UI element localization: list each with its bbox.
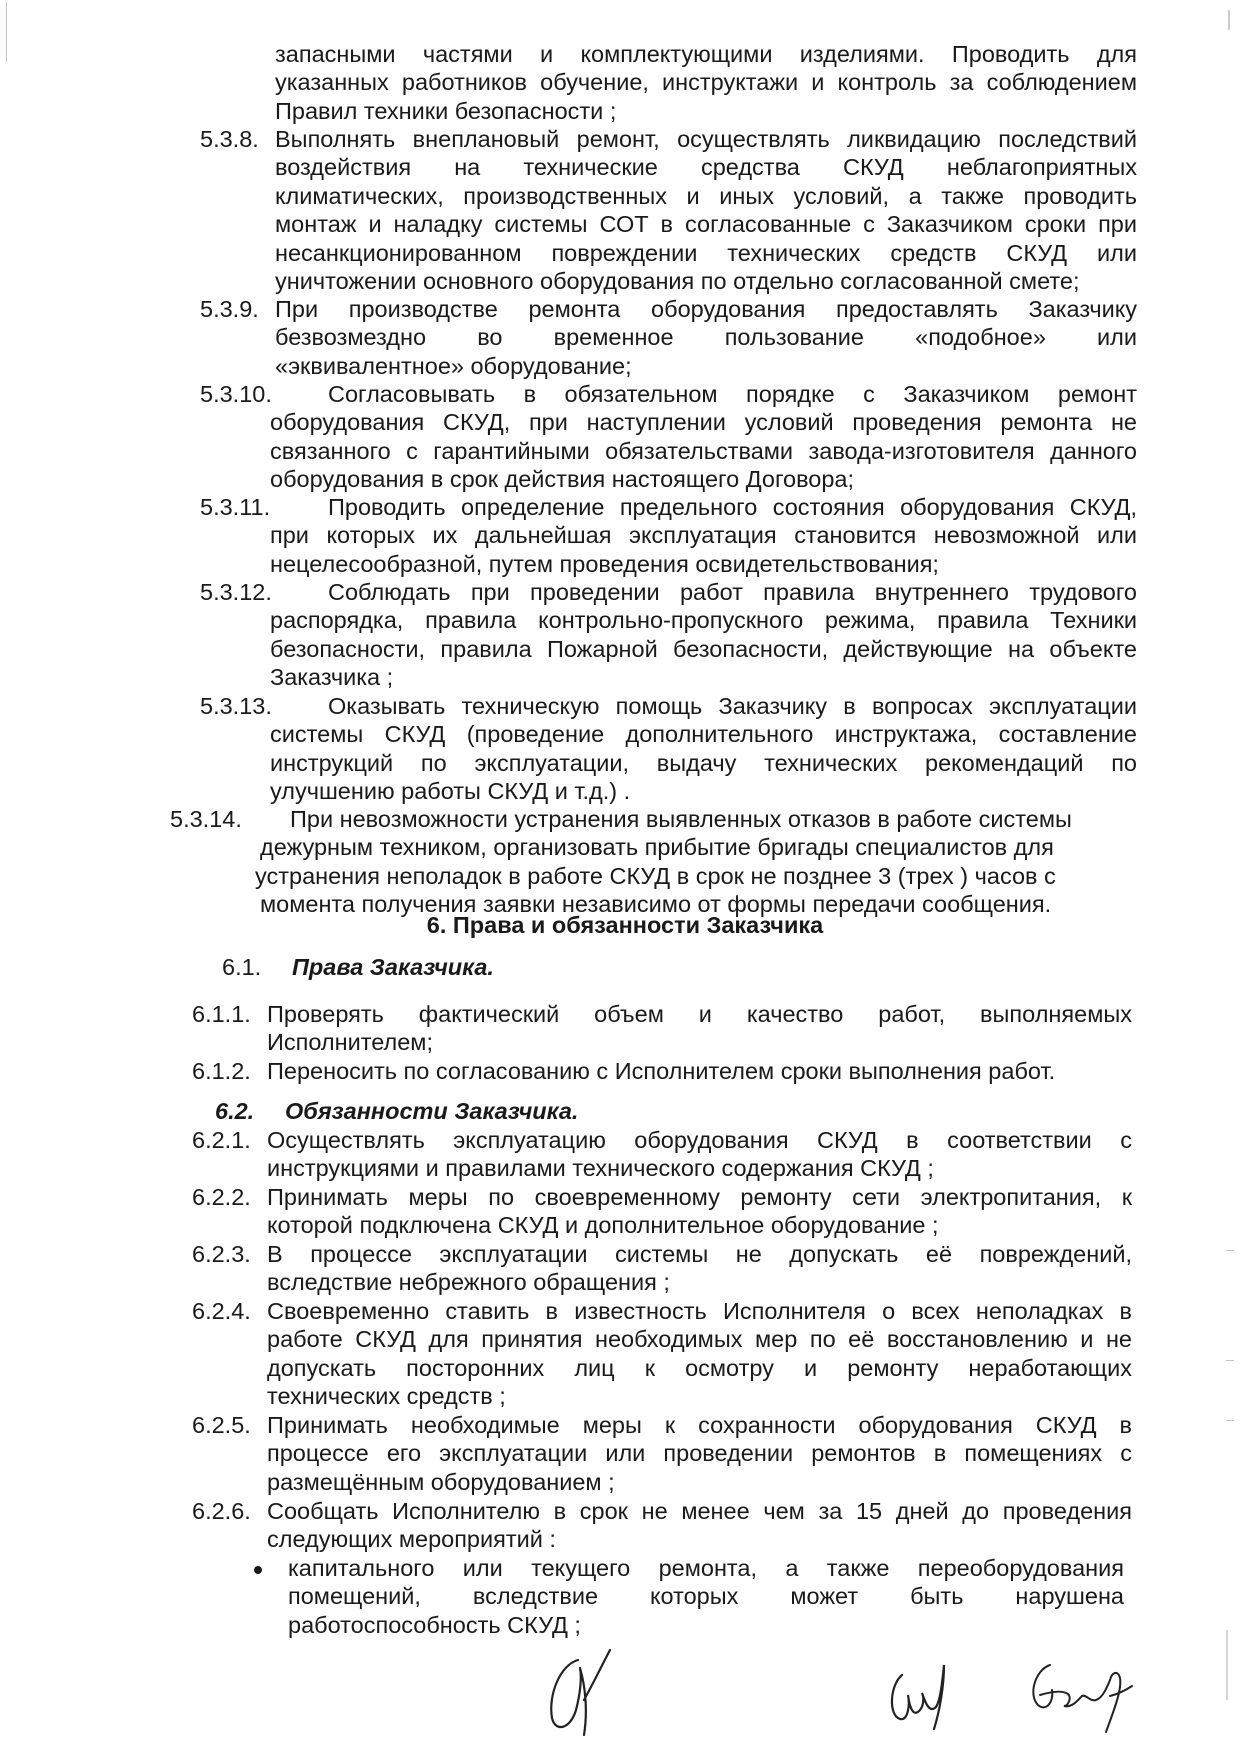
clause-5-3-13 — [200, 692, 1137, 806]
clause-5-3-14 — [170, 805, 1115, 919]
text-line: Осуществлять эксплуатацию оборудования СКУД в соответствии с — [267, 1127, 1132, 1153]
text-line: При невозможности устранения выявленных отказов в работе системы — [290, 806, 1072, 832]
clause-number: 5.3.9. — [200, 296, 259, 322]
text-line: Принимать необходимые меры к сохранности оборудования СКУД в — [267, 1412, 1132, 1438]
clause-6-2-1 — [192, 1126, 1132, 1183]
clause-5-3-9 — [200, 295, 1137, 380]
text-line: улучшению работы СКУД и т.д.) . — [270, 778, 631, 805]
text-line: Проводить определение предельного состояния оборудования СКУД, — [328, 494, 1137, 520]
section-heading: 6. Права и обязанности Заказчика — [426, 912, 824, 938]
clause-number: 5.3.13. — [200, 693, 272, 719]
subsection-title: Права Заказчика. — [292, 954, 494, 980]
text-line: Оказывать техническую помощь Заказчику в вопросах эксплуатации — [328, 693, 1137, 719]
clause-6-1-1 — [192, 1000, 1132, 1057]
text-line: Правил техники безопасности ; — [275, 97, 617, 124]
text-line: следующих мероприятий : — [267, 1526, 556, 1553]
clause-6-2-6 — [192, 1497, 1132, 1554]
text-line: распорядка, правила контрольно-пропускного режима, правила Техники — [270, 607, 1137, 634]
bullet-marker — [254, 1566, 262, 1574]
bullet-item — [288, 1554, 1124, 1639]
text-line: воздействия на технические средства СКУД неблагоприятных — [275, 154, 1137, 181]
subsection-title: Обязанности Заказчика. — [285, 1098, 579, 1124]
text-line: системы СКУД (проведение дополнительного инструктажа, составление — [270, 721, 1137, 748]
clause-text — [275, 125, 1137, 295]
signature-left — [540, 1640, 620, 1740]
clause-6-2-4 — [192, 1297, 1132, 1411]
text-line: связанного с гарантийными обязательствами завода-изготовителя данного — [270, 437, 1137, 464]
clause-text — [267, 1057, 1137, 1085]
clause-number: 5.3.11. — [200, 494, 271, 520]
clause-number: 6.2.1. — [192, 1127, 251, 1153]
scan-mark — [1228, 10, 1230, 30]
text-line: Сообщать Исполнителю в срок не менее чем за 15 дней до проведения — [267, 1498, 1132, 1524]
text-line: капитального или текущего ремонта, а также переоборудования — [288, 1555, 1124, 1581]
text-line: Исполнителем; — [267, 1029, 433, 1056]
clause-text — [270, 692, 1137, 806]
clause-text — [270, 493, 1137, 578]
text-line: Переносить по согласованию с Исполнителем сроки выполнения работ. — [267, 1058, 1056, 1084]
clause-6-2-5 — [192, 1411, 1132, 1496]
scan-mark — [1226, 1360, 1234, 1361]
text-line: «эквивалентное» оборудование; — [275, 352, 632, 379]
text-line: инструкций по эксплуатации, выдачу технических рекомендаций по — [270, 749, 1137, 776]
clause-number: 6.2.2. — [192, 1184, 251, 1210]
text-line: климатических, производственных и иных условий, а также проводить — [275, 182, 1137, 209]
text-line: Соблюдать при проведении работ правила внутреннего трудового — [328, 579, 1137, 605]
clause-number: 5.3.10. — [200, 381, 272, 407]
signature-right — [1010, 1650, 1140, 1740]
text-line: безопасности, правила Пожарной безопасности, действующие на объекте — [270, 635, 1137, 662]
continuation-paragraph — [275, 40, 1137, 125]
text-line: допускать посторонних лиц к осмотру и ремонту неработающих — [267, 1354, 1132, 1381]
text-line: монтаж и наладку системы СОТ в согласованные с Заказчиком сроки при — [275, 211, 1137, 238]
text-line: безвозмездно во временное пользование «подобное» или — [275, 324, 1137, 351]
clause-5-3-8 — [200, 125, 1137, 295]
text-line: которой подключена СКУД и дополнительное оборудование ; — [267, 1212, 939, 1239]
text-line: работе СКУД для принятия необходимых мер по её восстановлению и не — [267, 1326, 1132, 1353]
text-line: помещений, вследствие которых может быть нарушена — [288, 1583, 1124, 1610]
subsection-number: 6.1. — [222, 954, 262, 980]
clause-text — [275, 295, 1137, 380]
clause-text — [255, 805, 1115, 919]
clause-number: 6.1.2. — [192, 1058, 251, 1084]
clause-text — [267, 1240, 1132, 1297]
clause-5-3-10 — [200, 380, 1137, 494]
clause-text — [267, 1497, 1132, 1554]
text-line: Принимать меры по своевременному ремонту сети электропитания, к — [267, 1184, 1132, 1210]
text-line: инструкциями и правилами технического содержания СКУД ; — [267, 1155, 934, 1182]
text-line: оборудования в срок действия настоящего Договора; — [270, 466, 855, 493]
clause-number: 5.3.8. — [200, 126, 259, 152]
clause-text — [270, 380, 1137, 494]
clause-number: 6.2.3. — [192, 1241, 251, 1267]
clause-text — [270, 578, 1137, 692]
subsection-number: 6.2. — [215, 1098, 255, 1124]
text-line: вследствие небрежного обращения ; — [267, 1269, 670, 1296]
clause-5-3-12 — [200, 578, 1137, 692]
text-line: размещённым оборудованием ; — [267, 1468, 615, 1495]
text-line: указанных работников обучение, инструктажи и контроль за соблюдением — [275, 69, 1137, 96]
clause-number: 5.3.14. — [170, 806, 242, 832]
clause-5-3-11 — [200, 493, 1137, 578]
text-line: работоспособность СКУД ; — [288, 1611, 581, 1638]
clause-6-1-2 — [192, 1057, 1137, 1085]
text-line: При производстве ремонта оборудования предоставлять Заказчику — [275, 296, 1137, 322]
clause-text — [267, 1126, 1132, 1183]
scan-mark — [1226, 1630, 1228, 1700]
text-line: технических средств ; — [267, 1383, 506, 1410]
text-line: дежурным техником, организовать прибытие бригады специалистов для — [260, 834, 1054, 861]
clause-number: 6.2.4. — [192, 1298, 251, 1324]
text-line: Выполнять внеплановый ремонт, осуществлять ликвидацию последствий — [275, 126, 1137, 152]
text-line: несанкционированном повреждении технических средств СКУД или — [275, 239, 1137, 266]
text-line: устранения неполадок в работе СКУД в срок не позднее 3 (трех ) часов с — [255, 862, 1056, 889]
subsection-duties — [215, 1097, 578, 1125]
clause-text — [267, 1000, 1132, 1057]
scan-mark — [1226, 1250, 1234, 1251]
scan-mark — [6, 2, 7, 62]
scan-mark — [1226, 1420, 1234, 1421]
clause-text — [267, 1183, 1132, 1240]
clause-number: 6.2.6. — [192, 1498, 251, 1524]
clause-text — [267, 1297, 1132, 1411]
text-line: В процессе эксплуатации системы не допускать её повреждений, — [267, 1241, 1132, 1267]
text-line: Проверять фактический объем и качество работ, выполняемых — [267, 1001, 1132, 1027]
text-line: момента получения заявки независимо от формы передачи сообщения. — [260, 891, 1052, 918]
clause-6-2-2 — [192, 1183, 1132, 1240]
text-line: Заказчика ; — [270, 664, 394, 691]
text-line: оборудования СКУД, при наступлении условий проведения ремонта не — [270, 409, 1137, 436]
clause-number: 6.1.1. — [192, 1001, 251, 1027]
text-line: при которых их дальнейшая эксплуатация становится невозможной или — [270, 522, 1137, 549]
text-line: процессе его эксплуатации или проведении ремонтов в помещениях с — [267, 1440, 1132, 1467]
text-line: Своевременно ставить в известность Исполнителя о всех неполадках в — [267, 1298, 1132, 1324]
clause-text — [267, 1411, 1132, 1496]
clause-number: 5.3.12. — [200, 579, 272, 605]
clause-number: 6.2.5. — [192, 1412, 251, 1438]
subsection-rights — [222, 953, 494, 981]
signature-middle — [880, 1655, 960, 1735]
text-line: Согласовывать в обязательном порядке с Заказчиком ремонт — [328, 381, 1137, 407]
text-line: нецелесообразной, путем проведения освидетельствования; — [270, 550, 939, 577]
text-line: запасными частями и комплектующими изделиями. Проводить для — [275, 41, 1137, 67]
clause-6-2-3 — [192, 1240, 1132, 1297]
text-line: уничтожении основного оборудования по отдельно согласованной смете; — [275, 268, 1080, 295]
